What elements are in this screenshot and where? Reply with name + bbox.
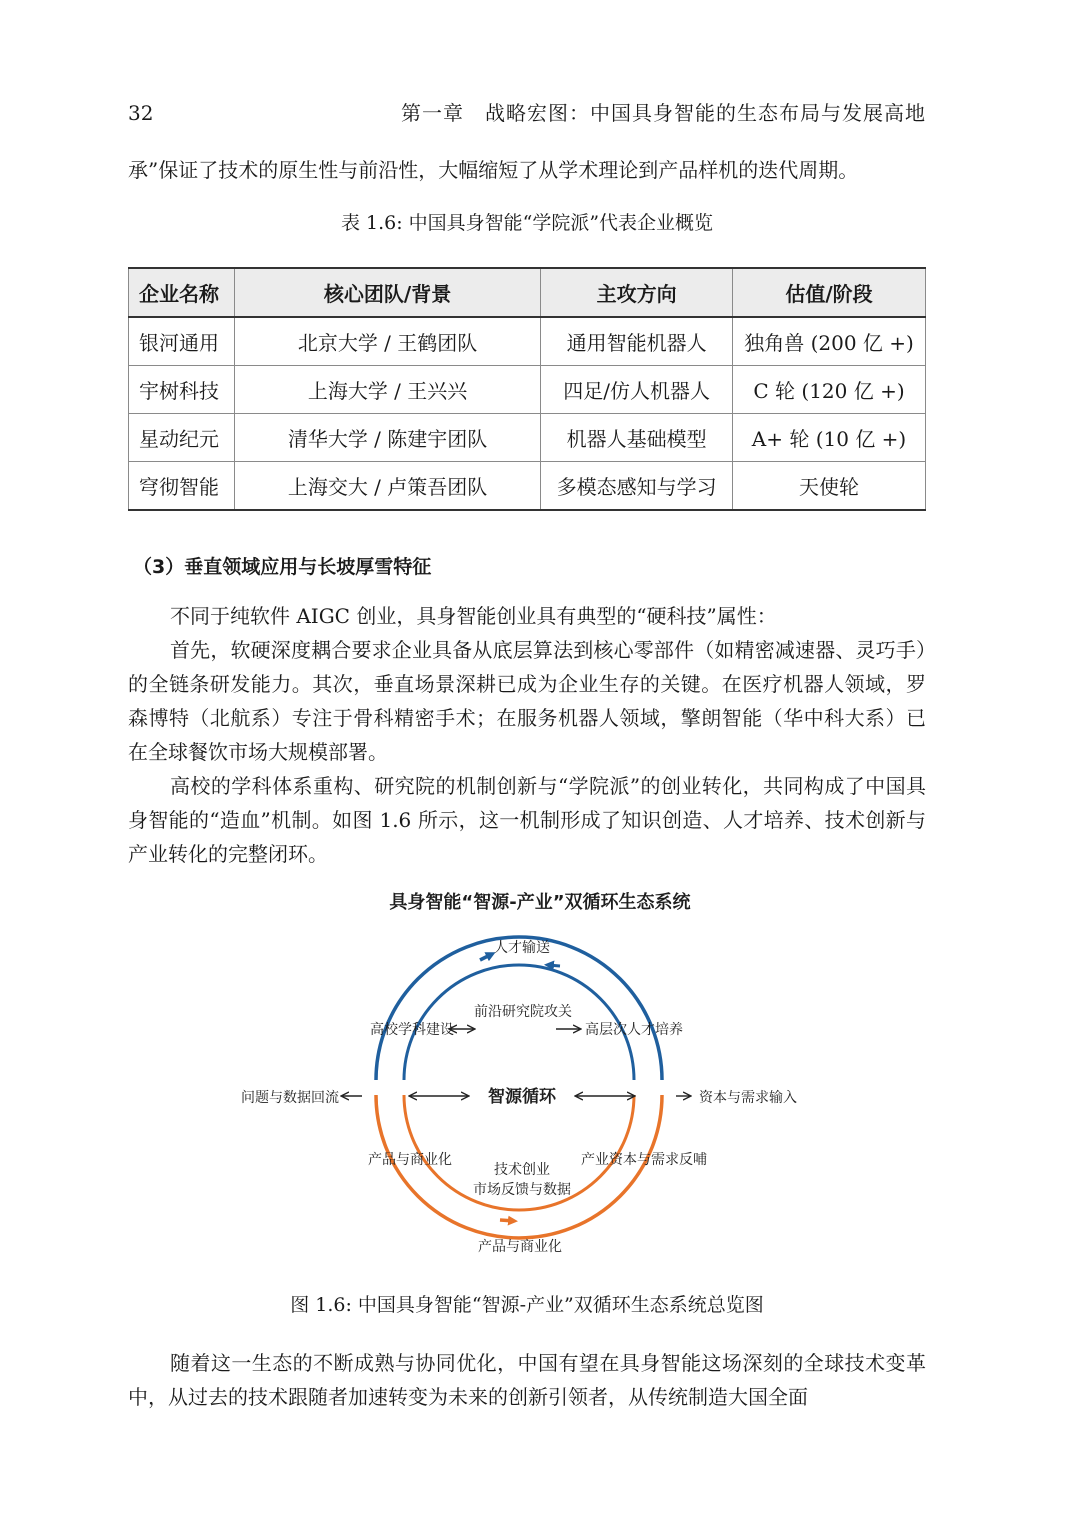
table-row [129, 414, 926, 462]
label-market-feedback: 市场反馈与数据 [473, 1182, 571, 1198]
figure-caption: 图 1.6: 中国具身智能“智源-产业”双循环生态系统总览图 [290, 1294, 764, 1316]
label-capital-feedback: 产业资本与需求反哺 [581, 1152, 707, 1168]
company-table [128, 267, 926, 511]
label-commercialization-bottom: 产品与商业化 [478, 1239, 562, 1255]
table-row [129, 366, 926, 414]
body-paragraph: 首先，软硬深度耦合要求企业具备从底层算法到核心零部件（如精密减速器、灵巧手）的全链条研发能力。其次，垂直场景深耕已成为企业生存的关键。在医疗机器人领域，罗森博特（北航系）专注于骨科精密手术；在服务机器人领域，擎朗智能（华中科大系）已在全球餐饮市场大规模部署。 [128, 638, 926, 764]
carryover-paragraph: 承”保证了技术的原生性与前沿性，大幅缩短了从学术理论到产品样机的迭代周期。 [128, 158, 859, 182]
table-row [129, 317, 926, 366]
table-cell: 上海交大 / 卢策吾团队 [234, 462, 540, 511]
table-cell: 通用智能机器人 [541, 317, 733, 366]
table-cell: 宇树科技 [129, 366, 235, 414]
table-cell: 多模态感知与学习 [541, 462, 733, 511]
table-cell: 清华大学 / 陈建宇团队 [234, 414, 540, 462]
running-head: 第一章 战略宏图：中国具身智能的生态布局与发展高地 [401, 101, 926, 125]
table-cell: C 轮 (120 亿 +) [733, 366, 926, 414]
page-number: 32 [128, 101, 154, 125]
label-capital-input: 资本与需求输入 [699, 1090, 797, 1106]
table-cell: 天使轮 [733, 462, 926, 511]
column-header: 估值/阶段 [733, 268, 926, 317]
table-cell: 独角兽 (200 亿 +) [733, 317, 926, 366]
column-header: 企业名称 [129, 268, 235, 317]
body-paragraph: 高校的学科体系重构、研究院的机制创新与“学院派”的创业转化，共同构成了中国具身智能的“造血”机制。如图 1.6 所示，这一机制形成了知识创造、人才培养、技术创新与产业转化的完整闭环。 [128, 774, 926, 866]
table-cell: 四足/仿人机器人 [541, 366, 733, 414]
column-header: 主攻方向 [541, 268, 733, 317]
column-header: 核心团队/背景 [234, 268, 540, 317]
table-cell: A+ 轮 (10 亿 +) [733, 414, 926, 462]
ecosystem-diagram [230, 880, 850, 1265]
page-header [128, 96, 926, 130]
table-header-row [129, 268, 926, 317]
label-commercialization-left: 产品与商业化 [368, 1152, 452, 1168]
figure-title: 具身智能“智源-产业”双循环生态系统 [389, 892, 691, 913]
label-frontier-research: 前沿研究院攻关 [474, 1004, 572, 1020]
body-paragraph: 随着这一生态的不断成熟与协同优化，中国有望在具身智能这场深刻的全球技术变革中，从过去的技术跟随者加速转变为未来的创新引领者，从传统制造大国全面 [128, 1351, 926, 1409]
outer-orange-arrow [500, 1220, 514, 1221]
outer-blue-arrow [480, 954, 492, 960]
table-cell: 穹彻智能 [129, 462, 235, 511]
table-cell: 机器人基础模型 [541, 414, 733, 462]
body-paragraph: 不同于纯软件 AIGC 创业，具身智能创业具有典型的“硬科技”属性： [170, 604, 777, 628]
inner-blue-arrow [548, 965, 560, 966]
label-tech-startup: 技术创业 [494, 1162, 550, 1178]
table-caption: 表 1.6: 中国具身智能“学院派”代表企业概览 [340, 212, 714, 234]
label-talent-cultivation: 高层次人才培养 [585, 1022, 683, 1038]
label-discipline-building: 高校学科建设 [370, 1022, 454, 1038]
table-cell: 上海大学 / 王兴兴 [234, 366, 540, 414]
table-row [129, 462, 926, 511]
center-label: 智源循环 [488, 1087, 556, 1107]
table-cell: 北京大学 / 王鹤团队 [234, 317, 540, 366]
table-cell: 银河通用 [129, 317, 235, 366]
label-talent-delivery: 人才输送 [494, 940, 550, 956]
section-heading: （3）垂直领域应用与长坡厚雪特征 [133, 556, 432, 578]
label-feedback-loop: 问题与数据回流 [241, 1090, 339, 1106]
table-cell: 星动纪元 [129, 414, 235, 462]
